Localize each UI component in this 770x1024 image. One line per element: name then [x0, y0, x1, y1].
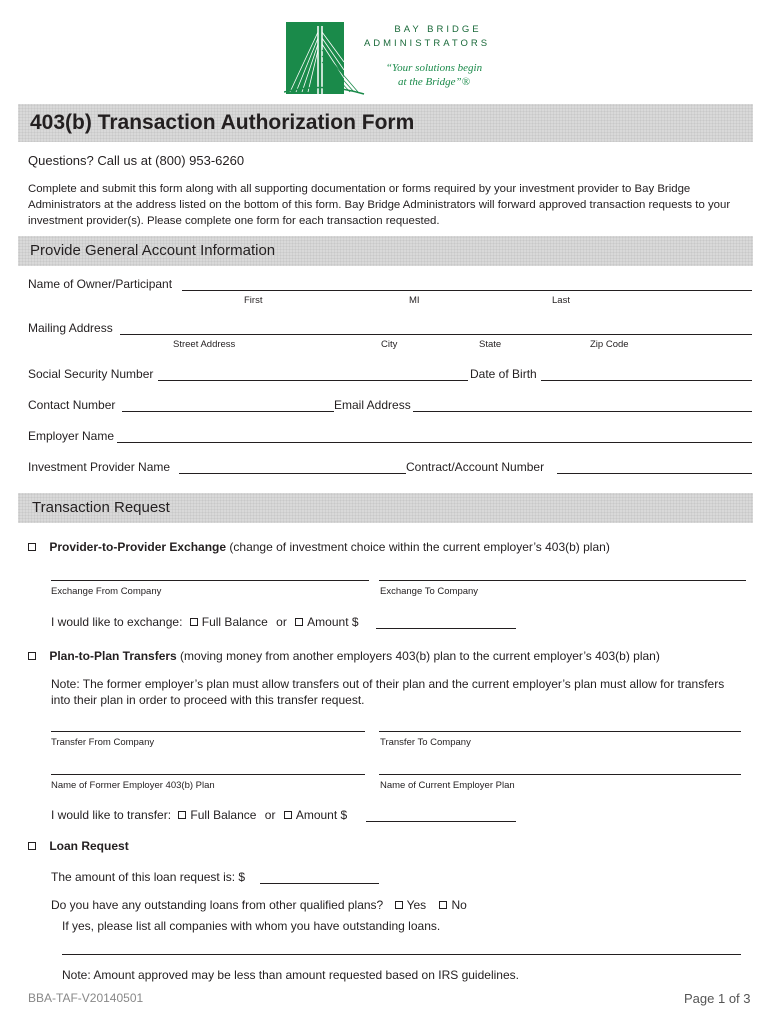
questions-line: Questions? Call us at (800) 953-6260: [28, 153, 245, 168]
exchange-amount-checkbox[interactable]: [295, 618, 303, 626]
mailing-address-field[interactable]: [120, 334, 752, 335]
transfer-option: [28, 649, 660, 663]
transfer-from-field[interactable]: [51, 731, 365, 732]
company-logo: [284, 22, 504, 98]
owner-first-caption: First: [244, 295, 263, 306]
exchange-desc: (change of investment choice within the current employer’s 403(b) plan): [226, 540, 610, 554]
former-plan-field[interactable]: [51, 774, 365, 775]
exchange-title: Provider-to-Provider Exchange: [49, 540, 227, 554]
email-field[interactable]: [413, 411, 752, 412]
form-code: BBA-TAF-V20140501: [28, 991, 144, 1005]
transfer-amount-field[interactable]: [366, 821, 516, 822]
exchange-from-caption: Exchange From Company: [51, 586, 162, 597]
logo-tagline2: at the Bridge”®: [398, 76, 470, 88]
loan-question: Do you have any outstanding loans from other qualified plans?: [51, 898, 384, 912]
contact-number-field[interactable]: [122, 411, 334, 412]
exchange-full-balance-label: Full Balance: [201, 615, 268, 629]
transaction-band: [18, 493, 753, 523]
ssn-label: Social Security Number: [28, 367, 154, 381]
transfer-prompt: I would like to transfer:: [51, 808, 172, 822]
exchange-checkbox[interactable]: [28, 543, 36, 551]
loan-yes-checkbox[interactable]: [395, 901, 403, 909]
instructions-text: Complete and submit this form along with all supporting documentation or forms required by your investment provider to Bay Bridge Administrators at the address listed on the bottom of this form. Bay Bridge Administrators will forward approved transaction requests to your investment provider(s). Please complete one form for each transaction requested.: [28, 183, 731, 227]
transfer-to-field[interactable]: [379, 731, 741, 732]
loan-amount-field[interactable]: [260, 883, 379, 884]
transfer-note: Note: The former employer’s plan must allow transfers out of their plan and the current employer’s plan must allow for transfers into their plan in order to proceed with this transfer request.: [51, 677, 725, 707]
loan-option: [28, 839, 129, 853]
transfer-choice-row: [51, 808, 347, 822]
transaction-heading: Transaction Request: [32, 499, 170, 516]
logo-tagline1: “Your solutions begin: [385, 62, 483, 74]
dob-field[interactable]: [541, 380, 752, 381]
transfer-from-caption: Transfer From Company: [51, 737, 155, 748]
loan-title: Loan Request: [49, 839, 129, 853]
transfer-amount-checkbox[interactable]: [284, 811, 292, 819]
owner-label: Name of Owner/Participant: [28, 277, 173, 291]
transfer-full-balance-checkbox[interactable]: [178, 811, 186, 819]
loan-checkbox[interactable]: [28, 842, 36, 850]
contact-label: Contact Number: [28, 398, 116, 412]
current-plan-caption: Name of Current Employer Plan: [380, 780, 515, 791]
dob-label: Date of Birth: [470, 367, 537, 381]
ssn-field[interactable]: [158, 380, 468, 381]
general-info-heading: Provide General Account Information: [30, 242, 276, 259]
transfer-to-caption: Transfer To Company: [380, 737, 471, 748]
zip-caption: Zip Code: [590, 339, 629, 350]
current-plan-field[interactable]: [379, 774, 741, 775]
contract-number-field[interactable]: [557, 473, 752, 474]
loan-no-checkbox[interactable]: [439, 901, 447, 909]
employer-label: Employer Name: [28, 429, 115, 443]
exchange-amount-label: Amount $: [307, 615, 359, 629]
former-plan-caption: Name of Former Employer 403(b) Plan: [51, 780, 215, 791]
exchange-option: [28, 540, 610, 554]
transfer-full-balance-label: Full Balance: [190, 808, 257, 822]
email-label: Email Address: [334, 398, 411, 412]
loan-companies-field[interactable]: [62, 954, 741, 955]
exchange-amount-field[interactable]: [376, 628, 516, 629]
loan-note: Note: Amount approved may be less than amount requested based on IRS guidelines.: [62, 968, 519, 982]
bridge-logo-icon: [284, 22, 366, 98]
transfer-amount-label: Amount $: [295, 808, 348, 822]
general-info-band: [18, 236, 753, 266]
transfer-desc: (moving money from another employers 403(b) plan to the current employer’s 403(b) plan): [176, 649, 660, 663]
owner-last-caption: Last: [552, 295, 570, 306]
transfer-title: Plan-to-Plan Transfers: [49, 649, 177, 663]
street-caption: Street Address: [173, 339, 236, 350]
loan-list-instruction: If yes, please list all companies with whom you have outstanding loans.: [62, 919, 441, 933]
provider-name-field[interactable]: [179, 473, 406, 474]
loan-no-label: No: [451, 898, 467, 912]
exchange-full-balance-checkbox[interactable]: [190, 618, 198, 626]
form-title: 403(b) Transaction Authorization Form: [30, 111, 415, 134]
city-caption: City: [381, 339, 398, 350]
state-caption: State: [479, 339, 502, 350]
owner-name-field[interactable]: [182, 290, 752, 291]
exchange-choice-row: [51, 615, 359, 629]
page-number: Page 1 of 3: [684, 991, 751, 1006]
exchange-to-caption: Exchange To Company: [380, 586, 479, 597]
contract-label: Contract/Account Number: [406, 460, 545, 474]
transfer-checkbox[interactable]: [28, 652, 36, 660]
logo-line1: BAY BRIDGE: [394, 24, 482, 35]
employer-name-field[interactable]: [117, 442, 752, 443]
owner-mi-caption: MI: [409, 295, 420, 306]
provider-label: Investment Provider Name: [28, 460, 171, 474]
loan-question-row: [51, 898, 467, 912]
loan-yes-label: Yes: [406, 898, 427, 912]
logo-line2: ADMINISTRATORS: [363, 38, 491, 49]
title-band: [18, 104, 753, 142]
transfer-or: or: [264, 808, 276, 822]
mailing-label: Mailing Address: [28, 321, 113, 335]
exchange-from-field[interactable]: [51, 580, 369, 581]
exchange-prompt: I would like to exchange:: [51, 615, 183, 629]
exchange-or: or: [276, 615, 287, 629]
loan-amount-label: The amount of this loan request is: $: [51, 870, 246, 884]
exchange-to-field[interactable]: [379, 580, 746, 581]
